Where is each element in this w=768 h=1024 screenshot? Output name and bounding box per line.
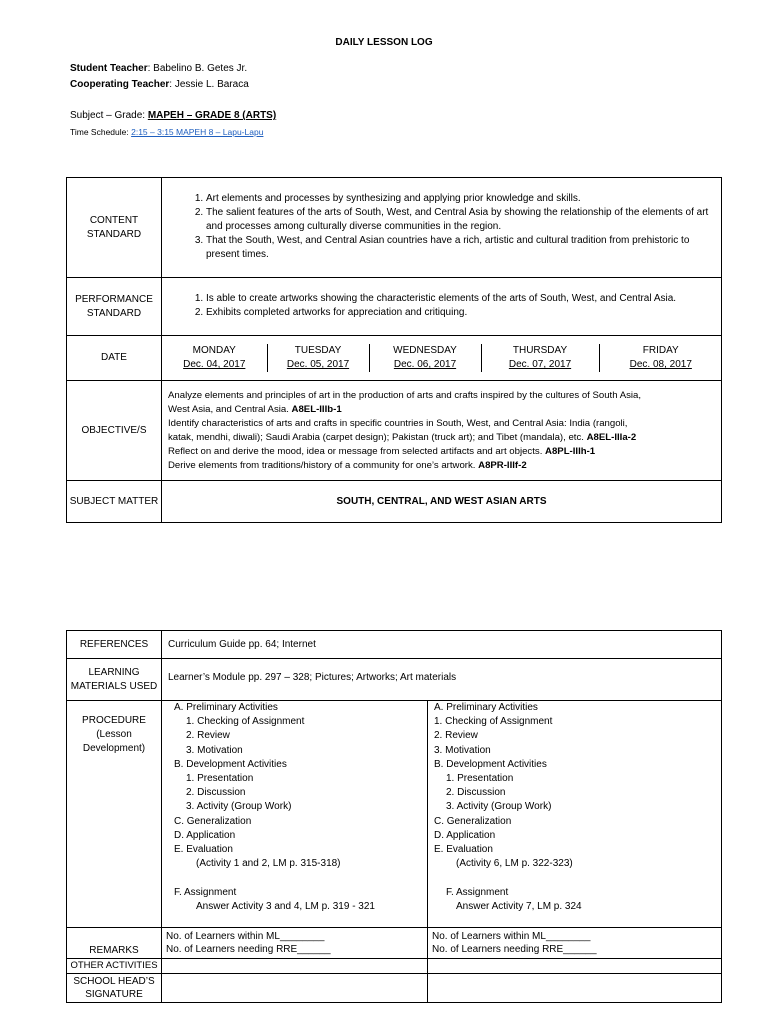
document-title: DAILY LESSON LOG [335, 37, 433, 48]
performance-standard-label: PERFORMANCE STANDARD [67, 278, 162, 336]
performance-standard-list [168, 292, 715, 320]
student-teacher-label: Student Teacher [70, 63, 148, 74]
subject-label: Subject – Grade: [70, 110, 148, 121]
day-friday: FRIDAY Dec. 08, 2017 [599, 344, 722, 372]
objectives-label: OBJECTIVE/S [67, 381, 162, 481]
list-item: 2. The salient features of the arts of South, West, and Central Asia by showing the relationship of the elements of art and processes among culturally diverse communities in the region. [206, 206, 715, 234]
competency-code: A8EL-IIIa-2 [586, 431, 637, 443]
student-teacher-name: : Babelino B. Getes Jr. [147, 63, 248, 74]
content-standard-list [168, 192, 715, 262]
references-row [67, 631, 722, 659]
date-row [67, 336, 722, 381]
other-activities-right [428, 959, 722, 974]
day-wednesday: WEDNESDAY Dec. 06, 2017 [369, 344, 481, 372]
subject-matter-value: SOUTH, CENTRAL, AND WEST ASIAN ARTS [162, 481, 722, 523]
references-label: REFERENCES [67, 631, 162, 659]
performance-standard-row [67, 278, 722, 336]
materials-row [67, 659, 722, 701]
list-item: 1. Is able to create artworks showing the characteristic elements of the arts of South, West, and Central Asia. [206, 292, 715, 306]
remarks-right: No. of Learners within ML________ No. of Learners needing RRE______ [428, 928, 722, 959]
lesson-table-top [66, 177, 722, 523]
school-head-label: SCHOOL HEAD’S SIGNATURE [67, 974, 162, 1003]
content-standard-label: CONTENT STANDARD [67, 178, 162, 278]
content-standard-cell [162, 178, 722, 278]
other-activities-left [162, 959, 428, 974]
other-activities-row [67, 959, 722, 974]
materials-label: LEARNING MATERIALS USED [67, 659, 162, 701]
other-activities-label: OTHER ACTIVITIES [67, 959, 162, 974]
day-tuesday: TUESDAY Dec. 05, 2017 [267, 344, 369, 372]
objectives-row [67, 381, 722, 481]
procedure-row [67, 701, 722, 928]
competency-code: A8EL-IIIb-1 [291, 403, 342, 415]
school-head-row [67, 974, 722, 1003]
competency-code: A8PL-IIIh-1 [545, 445, 596, 457]
day-thursday: THURSDAY Dec. 07, 2017 [481, 344, 599, 372]
school-head-right [428, 974, 722, 1003]
subject-line [70, 110, 276, 121]
procedure-right: A. Preliminary Activities 1. Checking of Assignment 2. Review 3. Motivation B. Development Activities 1. Presentation 2. Discussion 3. Activity (Group Work) C. Generalization D. Application E. Evaluation (Activity 6, LM p. 322-323) F. Assignment Answer Activity 7, LM p. 324 [428, 701, 722, 928]
references-value: Curriculum Guide pp. 64; Internet [162, 631, 722, 659]
content-standard-row [67, 178, 722, 278]
procedure-left: A. Preliminary Activities 1. Checking of Assignment 2. Review 3. Motivation B. Development Activities 1. Presentation 2. Discussion 3. Activity (Group Work) C. Generalization D. Application E. Evaluation (Activity 1 and 2, LM p. 315-318) F. Assignment Answer Activity 3 and 4, LM p. 319 - 321 [162, 701, 428, 928]
student-teacher-line [70, 63, 247, 74]
cooperating-teacher-line [70, 79, 249, 90]
schedule-link[interactable]: 2:15 – 3:15 MAPEH 8 – Lapu-Lapu [131, 127, 264, 137]
schedule-line [70, 127, 263, 137]
competency-code: A8PR-IIIf-2 [478, 459, 527, 471]
remarks-row [67, 928, 722, 959]
objectives-cell: Analyze elements and principles of art in the production of arts and crafts inspired by the cultures of South Asia, West Asia, and Central Asia. A8EL-IIIb-1 Identify characteristics of arts and crafts in specific countries in South, West, and Central Asia: India (rangoli, katak, mendhi, diwali); Saudi Arabia (carpet design); Pakistan (truck art); and Tibet (mandala), etc. A8EL-IIIa-2 Reflect on and derive the mood, idea or message from selected artifacts and art objects. A8PL-IIIh-1 Derive elements from traditions/history of a community for one’s artwork. A8PR-IIIf-2 [162, 381, 722, 481]
list-item: 1. Art elements and processes by synthesizing and applying prior knowledge and skills. [206, 192, 715, 206]
date-label: DATE [67, 336, 162, 381]
cooperating-teacher-name: : Jessie L. Baraca [169, 79, 249, 90]
schedule-label: Time Schedule: [70, 127, 132, 137]
list-item: 2. Exhibits completed artworks for appreciation and critiquing. [206, 306, 715, 320]
remarks-left: No. of Learners within ML________ No. of Learners needing RRE______ [162, 928, 428, 959]
subject-value: MAPEH – GRADE 8 (ARTS) [147, 110, 277, 121]
days-table [162, 344, 722, 372]
cooperating-teacher-label: Cooperating Teacher [70, 79, 170, 90]
subject-matter-row [67, 481, 722, 523]
remarks-label: REMARKS [67, 928, 162, 959]
list-item: 3. That the South, West, and Central Asian countries have a rich, artistic and cultural tradition from prehistoric to present times. [206, 234, 715, 262]
lesson-table-bottom [66, 630, 722, 1003]
subject-matter-label: SUBJECT MATTER [67, 481, 162, 523]
materials-value: Learner’s Module pp. 297 – 328; Pictures; Artworks; Art materials [162, 659, 722, 701]
school-head-left [162, 974, 428, 1003]
performance-standard-cell [162, 278, 722, 336]
day-monday: MONDAY Dec. 04, 2017 [183, 345, 246, 370]
date-cell [162, 336, 722, 381]
procedure-label: PROCEDURE (Lesson Development) [67, 701, 162, 928]
